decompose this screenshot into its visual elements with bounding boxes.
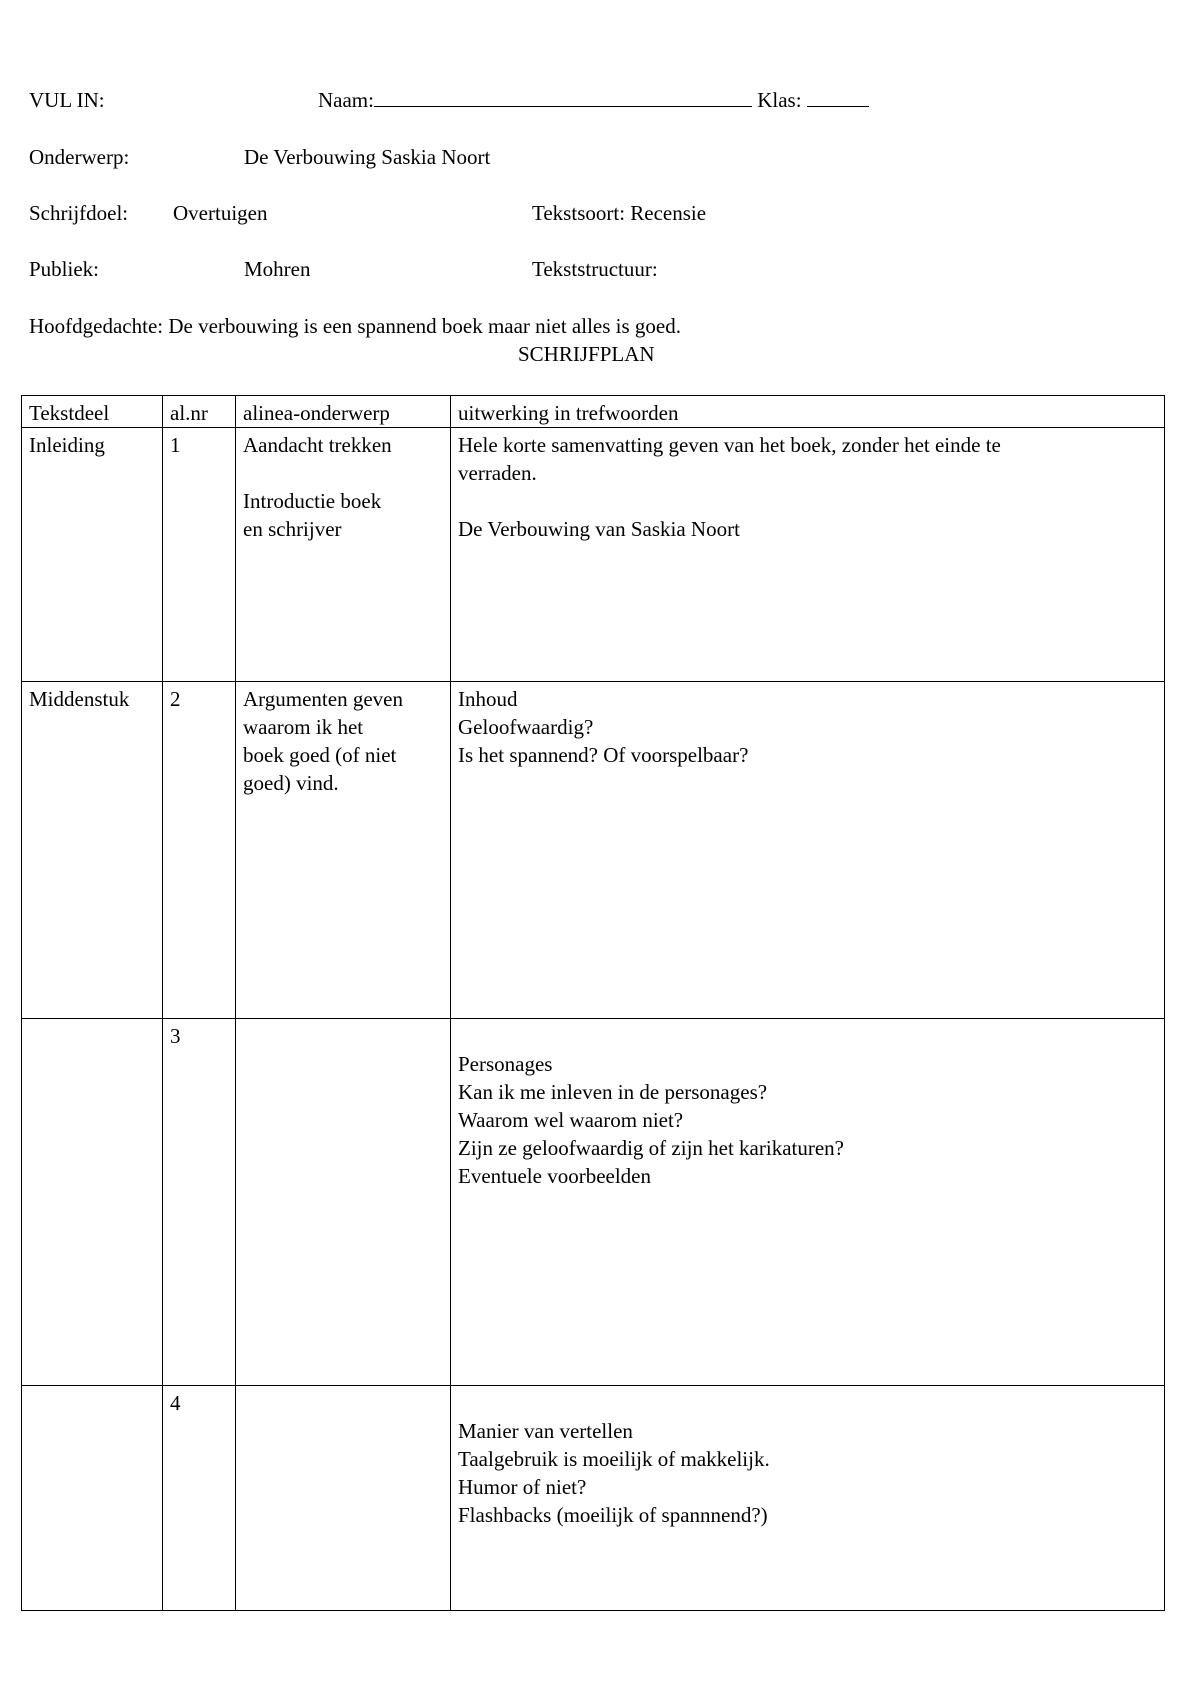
audience-label: Publiek: xyxy=(29,257,100,281)
table-row xyxy=(22,1386,1165,1611)
section-cell: Inleiding xyxy=(22,428,163,682)
header-paragraph-number: al.nr xyxy=(163,396,236,428)
header-paragraph-subject: alinea-onderwerp xyxy=(236,396,451,428)
detail-line: Hele korte samenvatting geven van het boek, zonder het einde te xyxy=(458,433,1001,457)
topic-line: waarom ik het xyxy=(243,715,364,739)
paragraph-number-cell: 3 xyxy=(163,1019,236,1386)
text-type xyxy=(532,203,706,224)
paragraph-number-cell: 4 xyxy=(163,1386,236,1611)
detail-line: Personages xyxy=(458,1052,553,1076)
main-idea-value: De verbouwing is een spannend boek maar niet alles is goed. xyxy=(168,314,681,338)
name-input-line[interactable] xyxy=(374,106,752,107)
fill-in-label: VUL IN: xyxy=(29,88,105,112)
header-text-part: Tekstdeel xyxy=(22,396,163,428)
table-row xyxy=(22,682,1165,1019)
section-cell xyxy=(22,1019,163,1386)
main-idea-label: Hoofdgedachte: xyxy=(29,314,164,338)
detail-line: Eventuele voorbeelden xyxy=(458,1164,651,1188)
class-label: Klas: xyxy=(757,88,802,112)
table-header-row xyxy=(22,396,1165,428)
detail-line: Manier van vertellen xyxy=(458,1419,633,1443)
topic-cell xyxy=(236,428,451,682)
text-type-value: Recensie xyxy=(630,201,707,225)
topic-line: en schrijver xyxy=(243,517,342,541)
detail-line: Geloofwaardig? xyxy=(458,715,594,739)
table-row xyxy=(22,428,1165,682)
paragraph-number-cell: 2 xyxy=(163,682,236,1019)
goal-value: Overtuigen xyxy=(173,201,268,225)
header-elaboration: uitwerking in trefwoorden xyxy=(451,396,1165,428)
detail-line: Humor of niet? xyxy=(458,1475,587,1499)
topic-line: boek goed (of niet xyxy=(243,743,397,767)
section-cell: Middenstuk xyxy=(22,682,163,1019)
table-row xyxy=(22,1019,1165,1386)
goal-label: Schrijfdoel: xyxy=(29,201,129,225)
detail-line: Taalgebruik is moeilijk of makkelijk. xyxy=(458,1447,770,1471)
paragraph-number-cell: 1 xyxy=(163,428,236,682)
detail-line: De Verbouwing van Saskia Noort xyxy=(458,517,740,541)
detail-cell xyxy=(451,1019,1165,1386)
name-field[interactable] xyxy=(318,90,869,111)
text-type-label: Tekstsoort: xyxy=(532,201,626,225)
audience-value: Mohren xyxy=(244,257,311,281)
detail-line: Inhoud xyxy=(458,687,518,711)
detail-line: Zijn ze geloofwaardig of zijn het karikaturen? xyxy=(458,1136,844,1160)
subject-value: De Verbouwing Saskia Noort xyxy=(244,145,491,169)
detail-line: Is het spannend? Of voorspelbaar? xyxy=(458,743,749,767)
detail-line: verraden. xyxy=(458,461,537,485)
detail-line: Flashbacks (moeilijk of spannnend?) xyxy=(458,1503,768,1527)
subject-label: Onderwerp: xyxy=(29,145,130,169)
topic-line: Argumenten geven xyxy=(243,687,403,711)
detail-cell xyxy=(451,682,1165,1019)
section-cell xyxy=(22,1386,163,1611)
class-input-line[interactable] xyxy=(807,106,869,107)
detail-line: Kan ik me inleven in de personages? xyxy=(458,1080,768,1104)
topic-line: Introductie boek xyxy=(243,489,382,513)
detail-cell xyxy=(451,1386,1165,1611)
topic-cell xyxy=(236,682,451,1019)
plan-title: SCHRIJFPLAN xyxy=(518,342,655,366)
detail-cell xyxy=(451,428,1165,682)
structure-label: Tekststructuur: xyxy=(532,257,658,281)
writing-plan-table xyxy=(21,395,1165,1611)
topic-cell xyxy=(236,1386,451,1611)
topic-line: Aandacht trekken xyxy=(243,433,392,457)
detail-line: Waarom wel waarom niet? xyxy=(458,1108,684,1132)
topic-line: goed) vind. xyxy=(243,771,339,795)
main-idea xyxy=(29,316,681,337)
name-label: Naam: xyxy=(318,88,374,112)
topic-cell xyxy=(236,1019,451,1386)
